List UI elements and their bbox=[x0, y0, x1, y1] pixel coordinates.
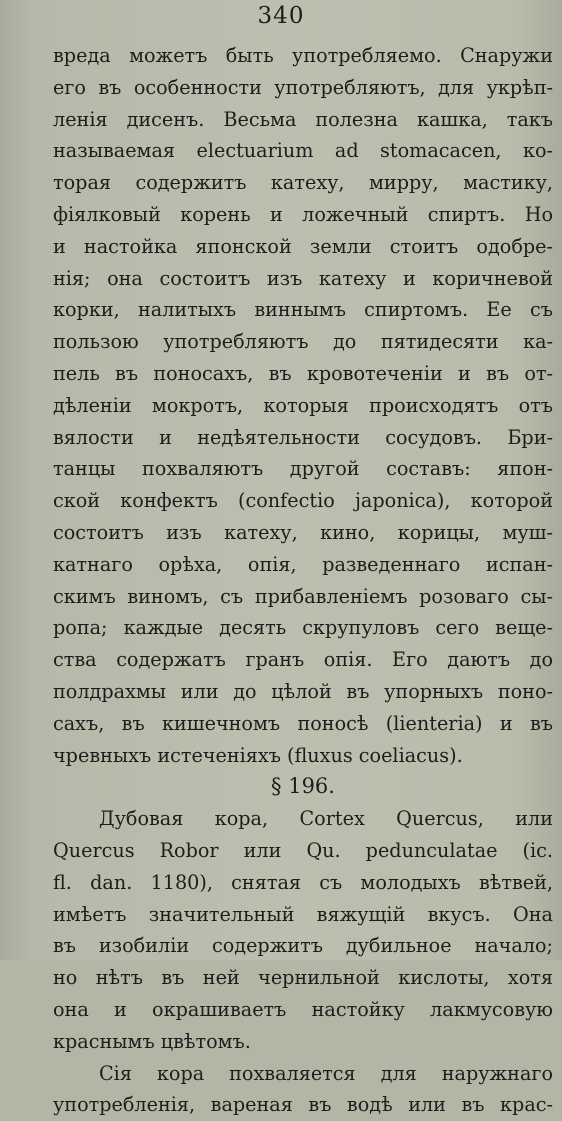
text-line: краснымъ цвѣтомъ. bbox=[53, 1029, 251, 1053]
text-line: пель въ поносахъ, въ кровотеченіи и въ от- bbox=[53, 361, 553, 385]
text-line: fl. dan. 1180), снятая съ молодыхъ вѣтвей, bbox=[53, 870, 553, 894]
text-line: она и окрашиваетъ настойку лакмусовую bbox=[53, 997, 553, 1021]
text-line: состоитъ изъ катеху, кино, корицы, муш- bbox=[53, 520, 553, 544]
text-line: танцы похваляютъ другой составъ: япон- bbox=[53, 457, 553, 481]
text-line: и настойка японской земли стоитъ одобре- bbox=[53, 234, 553, 258]
text-line: скимъ виномъ, съ прибавленіемъ розоваго сы- bbox=[53, 584, 553, 608]
text-line: чревныхъ истеченіяхъ (fluxus coeliacus). bbox=[53, 743, 463, 767]
text-line: употребленія, вареная въ водѣ или въ крас- bbox=[53, 1093, 553, 1117]
body-text bbox=[53, 40, 553, 1121]
text-line: его въ особенности употребляютъ, для укрѣп- bbox=[53, 75, 553, 99]
text-line: называемая electuarium ad stomacacen, ко- bbox=[53, 139, 553, 163]
text-line: сахъ, въ кишечномъ поносѣ (lienteria) и въ bbox=[53, 711, 553, 735]
text-line: Quercus Robor или Qu. pedunculatae (ic. bbox=[53, 838, 553, 862]
text-line: вялости и недѣятельности сосудовъ. Бри- bbox=[53, 425, 553, 449]
text-line: ской конфектъ (confectio japonica), которой bbox=[53, 489, 553, 513]
text-line: имѣетъ значительный вяжущій вкусъ. Она bbox=[53, 902, 553, 926]
section-number: § 196. bbox=[271, 774, 335, 799]
text-line: полдрахмы или до цѣлой въ упорныхъ поно- bbox=[53, 679, 553, 703]
text-line: дѣленіи мокротъ, которыя происходятъ отъ bbox=[53, 393, 553, 417]
text-line: фіялковый корень и ложечный спиртъ. Но bbox=[53, 202, 553, 226]
text-line: Дубовая кора, Cortex Quercus, или bbox=[99, 807, 553, 831]
text-line: катнаго орѣха, опія, разведеннаго испан- bbox=[53, 552, 553, 576]
text-line: Сія кора похваляется для наружнаго bbox=[99, 1061, 553, 1085]
text-line: но нѣтъ въ ней чернильной кислоты, хотя bbox=[53, 966, 553, 990]
text-line: ства содержатъ гранъ опія. Его даютъ до bbox=[53, 648, 553, 672]
text-line: ропа; каждые десять скрупуловъ сего веще- bbox=[53, 616, 553, 640]
text-line: корки, налитыхъ виннымъ спиртомъ. Ее съ bbox=[53, 298, 553, 322]
text-line: ленія дисенъ. Весьма полезна кашка, такъ bbox=[53, 107, 553, 131]
text-line: вреда можетъ быть употребляемо. Снаружи bbox=[53, 44, 553, 67]
text-line: пользою употребляютъ до пятидесяти ка- bbox=[53, 330, 553, 354]
page-number: 340 bbox=[257, 3, 305, 29]
text-line: торая содержитъ катеху, мирру, мастику, bbox=[53, 171, 553, 195]
text-line: въ изобиліи содержитъ дубильное начало; bbox=[53, 934, 553, 958]
text-line: нія; она состоитъ изъ катеху и коричневой bbox=[53, 266, 553, 290]
